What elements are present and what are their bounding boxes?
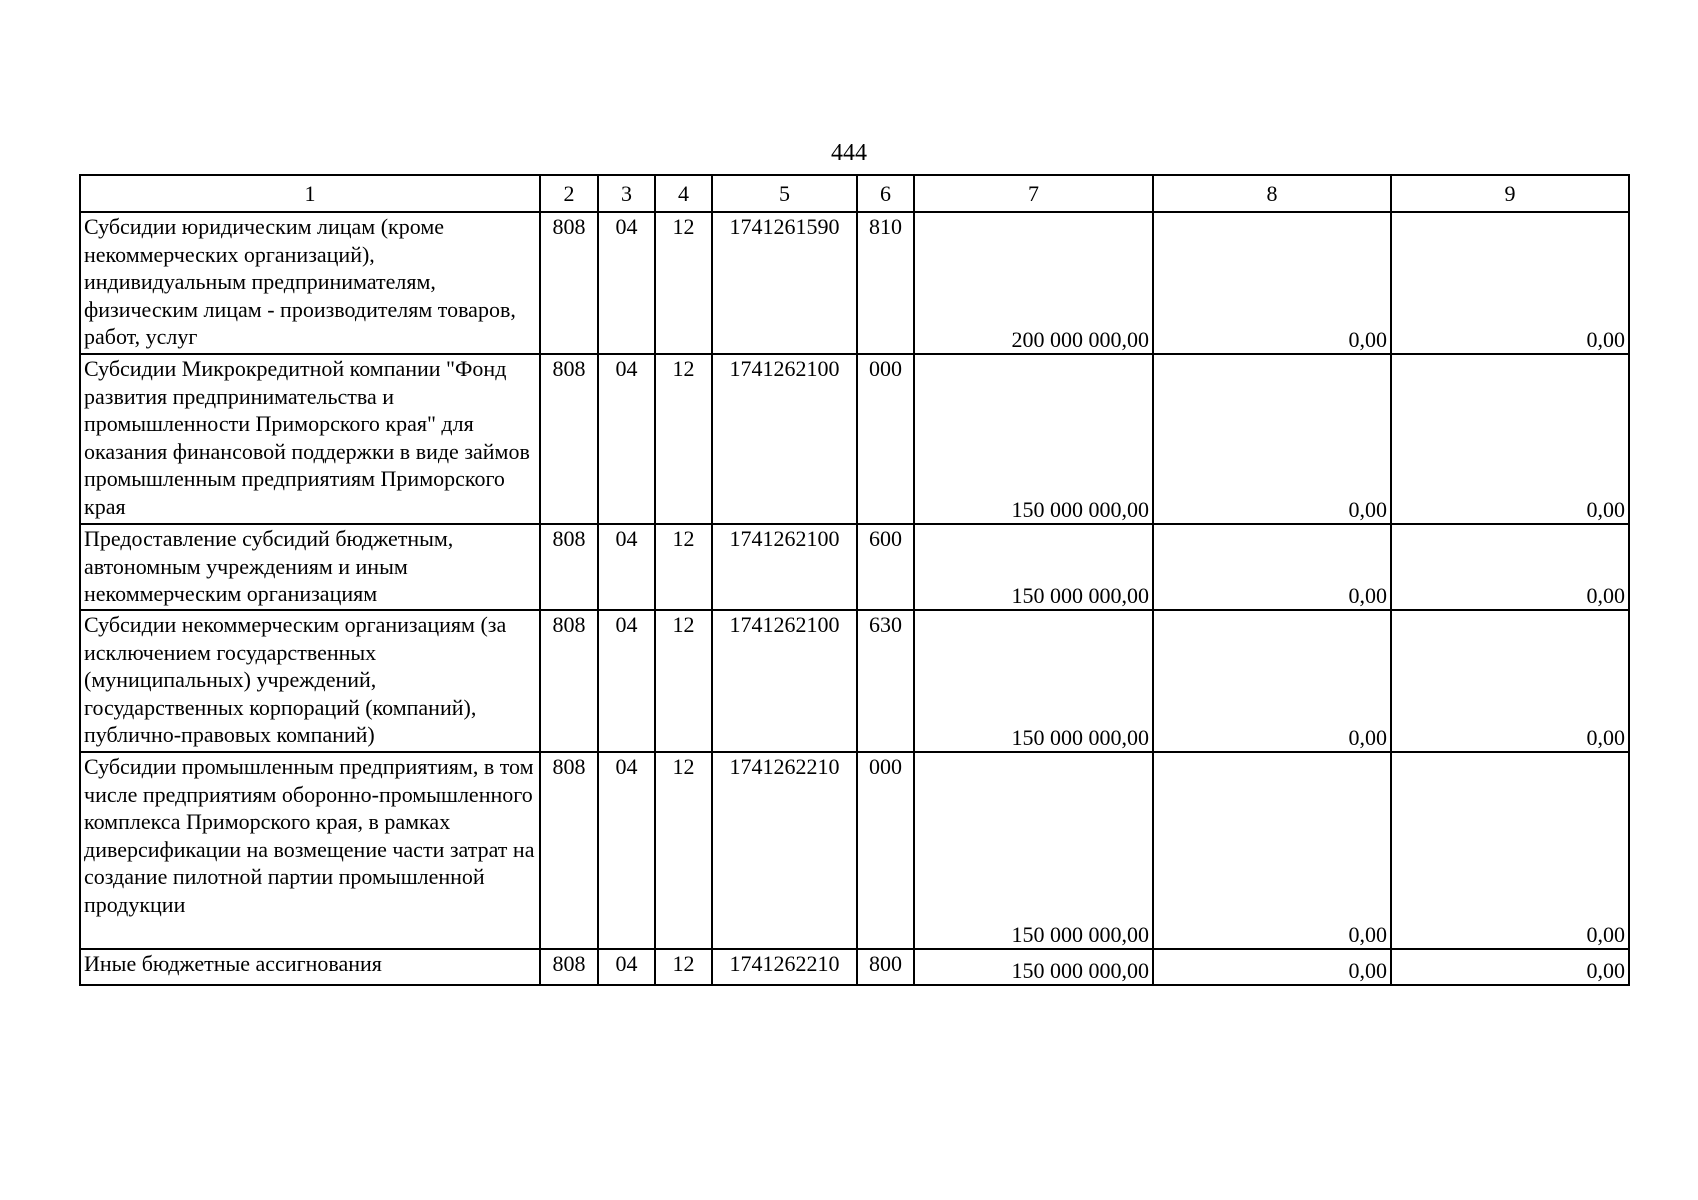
amount-column-9: 0,00 — [1391, 752, 1629, 949]
table-row — [80, 752, 1629, 949]
amount-column-8: 0,00 — [1153, 610, 1391, 752]
subsection-code: 12 — [655, 949, 712, 985]
column-header: 4 — [655, 175, 712, 212]
subsection-code: 12 — [655, 354, 712, 524]
amount-column-7: 150 000 000,00 — [914, 524, 1153, 610]
amount-column-9: 0,00 — [1391, 610, 1629, 752]
table-row — [80, 949, 1629, 985]
subsection-code: 12 — [655, 524, 712, 610]
amount-column-7: 200 000 000,00 — [914, 212, 1153, 354]
expense-type-code: 630 — [857, 610, 914, 752]
amount-column-9: 0,00 — [1391, 212, 1629, 354]
column-header: 6 — [857, 175, 914, 212]
column-header: 5 — [712, 175, 857, 212]
ministry-code: 808 — [540, 752, 598, 949]
amount-column-8: 0,00 — [1153, 949, 1391, 985]
table-row — [80, 524, 1629, 610]
section-code: 04 — [598, 524, 655, 610]
amount-column-7: 150 000 000,00 — [914, 354, 1153, 524]
expense-type-code: 810 — [857, 212, 914, 354]
target-code: 1741262210 — [712, 752, 857, 949]
target-code: 1741262100 — [712, 354, 857, 524]
table-row — [80, 212, 1629, 354]
column-header: 9 — [1391, 175, 1629, 212]
amount-column-9: 0,00 — [1391, 524, 1629, 610]
expense-type-code: 000 — [857, 354, 914, 524]
amount-column-7: 150 000 000,00 — [914, 752, 1153, 949]
column-header: 8 — [1153, 175, 1391, 212]
section-code: 04 — [598, 212, 655, 354]
target-code: 1741262100 — [712, 524, 857, 610]
ministry-code: 808 — [540, 949, 598, 985]
row-description: Предоставление субсидий бюджетным, автономным учреждениям и иным некоммерческим организациям — [80, 524, 540, 610]
section-code: 04 — [598, 354, 655, 524]
page-number: 444 — [831, 140, 867, 166]
column-header: 7 — [914, 175, 1153, 212]
subsection-code: 12 — [655, 212, 712, 354]
amount-column-8: 0,00 — [1153, 524, 1391, 610]
row-description: Субсидии некоммерческим организациям (за исключением государственных (муниципальных) учреждений, государственных корпораций (компаний), публично-правовых компаний) — [80, 610, 540, 752]
amount-column-7: 150 000 000,00 — [914, 610, 1153, 752]
section-code: 04 — [598, 949, 655, 985]
section-code: 04 — [598, 610, 655, 752]
ministry-code: 808 — [540, 354, 598, 524]
target-code: 1741262100 — [712, 610, 857, 752]
expense-type-code: 800 — [857, 949, 914, 985]
table-row — [80, 354, 1629, 524]
expense-type-code: 000 — [857, 752, 914, 949]
target-code: 1741261590 — [712, 212, 857, 354]
ministry-code: 808 — [540, 212, 598, 354]
subsection-code: 12 — [655, 610, 712, 752]
column-header: 1 — [80, 175, 540, 212]
amount-column-8: 0,00 — [1153, 212, 1391, 354]
expense-type-code: 600 — [857, 524, 914, 610]
row-description: Субсидии Микрокредитной компании "Фонд развития предпринимательства и промышленности Приморского края" для оказания финансовой поддержки в виде займов промышленным предприятиям Приморского края — [80, 354, 540, 524]
amount-column-8: 0,00 — [1153, 354, 1391, 524]
budget-table — [79, 174, 1630, 986]
amount-column-9: 0,00 — [1391, 949, 1629, 985]
amount-column-9: 0,00 — [1391, 354, 1629, 524]
target-code: 1741262210 — [712, 949, 857, 985]
section-code: 04 — [598, 752, 655, 949]
amount-column-8: 0,00 — [1153, 752, 1391, 949]
header-row — [80, 175, 1629, 212]
row-description: Субсидии промышленным предприятиям, в том числе предприятиям оборонно-промышленного комплекса Приморского края, в рамках диверсификации на возмещение части затрат на создание пилотной партии промышленной продукции — [80, 752, 540, 949]
amount-column-7: 150 000 000,00 — [914, 949, 1153, 985]
column-header: 2 — [540, 175, 598, 212]
subsection-code: 12 — [655, 752, 712, 949]
ministry-code: 808 — [540, 610, 598, 752]
row-description: Иные бюджетные ассигнования — [80, 949, 540, 985]
row-description: Субсидии юридическим лицам (кроме некоммерческих организаций), индивидуальным предпринимателям, физическим лицам - производителям товаров, работ, услуг — [80, 212, 540, 354]
ministry-code: 808 — [540, 524, 598, 610]
column-header: 3 — [598, 175, 655, 212]
table-row — [80, 610, 1629, 752]
